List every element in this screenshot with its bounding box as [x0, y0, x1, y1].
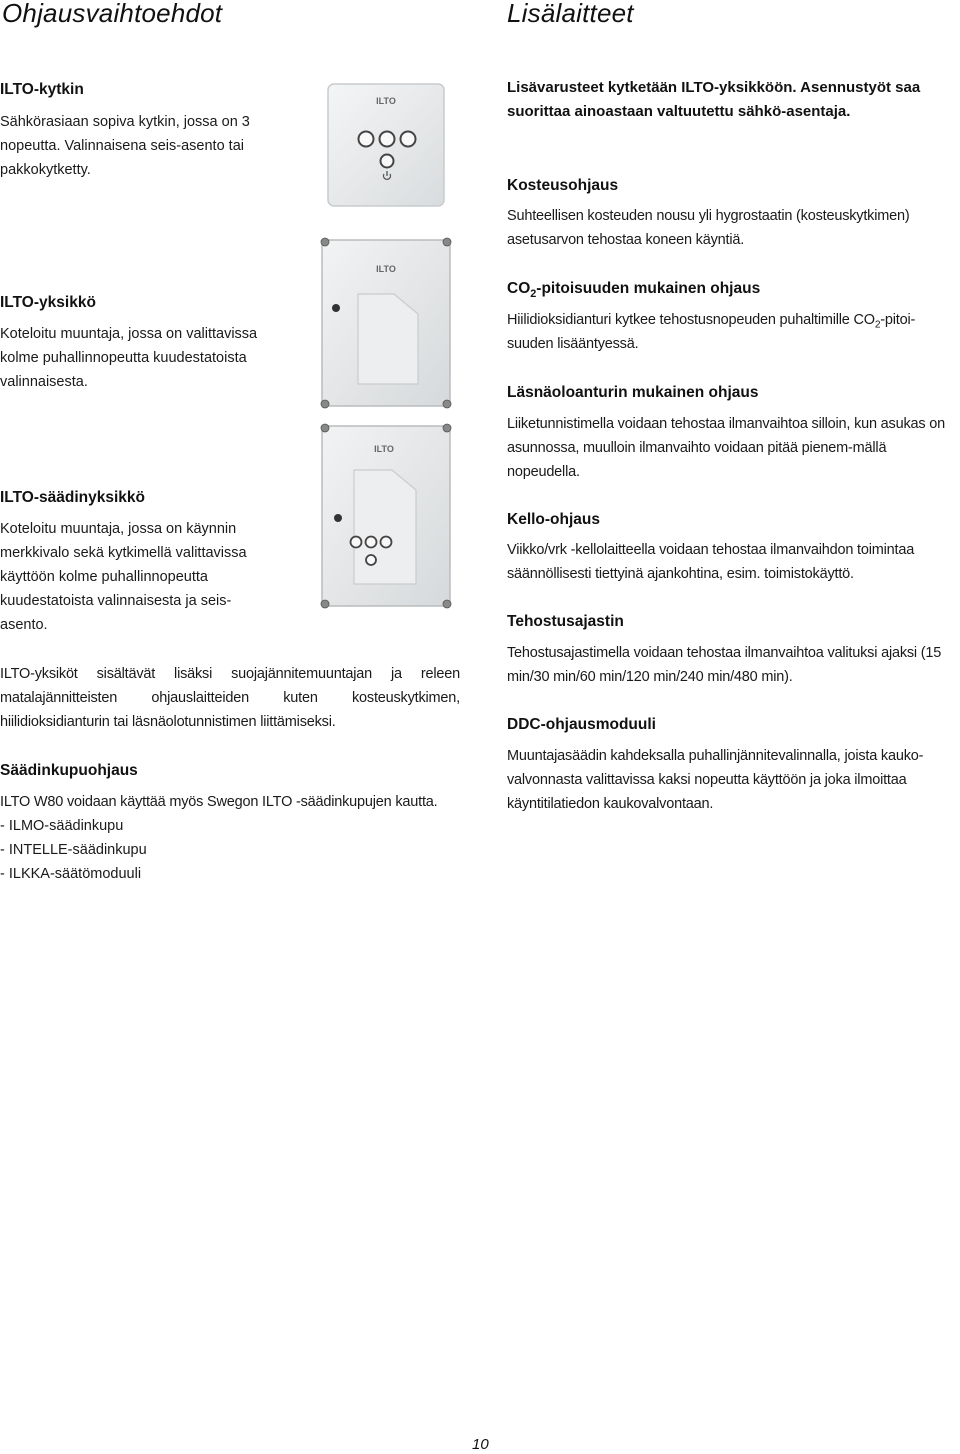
- page-number: 10: [472, 1436, 489, 1453]
- yksikko-text: Koteloitu muuntaja, jossa on valittavissa kolme puhallinnopeutta kuudestatoista valinnaisesta.: [0, 326, 258, 390]
- yksikko-heading: ILTO-yksikkö: [0, 294, 96, 311]
- saadinyksikko-heading: ILTO-säädinyksikkö: [0, 489, 146, 506]
- saadinyksikko-text: Koteloitu muuntaja, jossa on käynnin merkkivalo sekä kytkimellä valittavissa käyttöön kolme puhallinnopeutta kuudestatoista valinnaisesta ja seis-asento.: [0, 521, 247, 633]
- kytkin-text: Sähkörasiaan sopiva kytkin, jossa on 3 nopeutta. Valinnaisena seis-asento tai pakkokytketty.: [0, 114, 250, 178]
- saadinkupu-intro: ILTO W80 voidaan käyttää myös Swegon ILTO -säädinkupujen kautta.: [0, 794, 438, 810]
- speed-knob-3: [381, 537, 392, 548]
- section-title-accessories: Lisälaitteet: [507, 0, 634, 28]
- speed-knob-2: [366, 537, 377, 548]
- list-item: - INTELLE-säädinkupu: [0, 842, 147, 858]
- section-title-controls: Ohjausvaihtoehdot: [2, 0, 223, 28]
- co2-text: Hiilidioksidianturi kytkee tehostusnopeuden puhaltimille $CO_2-pitoi-$ suuden lisääntyessä.: [507, 312, 916, 352]
- speed-knob-1: [351, 537, 362, 548]
- kello-text: Viikko/vrk -kellolaitteella voidaan tehostaa ilmanvaihdon toimintaa säännöllisesti tiettyinä ajankohtina, esim. toimistokäyttö.: [507, 542, 915, 582]
- speed-knob-2: [380, 132, 395, 147]
- lasnaolo-heading: Läsnäoloanturin mukainen ohjaus: [507, 384, 759, 401]
- kytkin-heading: ILTO-kytkin: [0, 81, 84, 98]
- saadinkupu-heading: Säädinkupuohjaus: [0, 762, 138, 779]
- accessories-lead: Lisävarusteet kytketään ILTO-yksikköön. Asennustyöt saa suorittaa ainoastaan valtuutettu sähkö-asentaja.: [507, 79, 921, 120]
- brand-logo: ILTO: [374, 444, 394, 454]
- brand-logo: ILTO: [376, 264, 396, 274]
- list-item: - ILKKA-säätömoduuli: [0, 866, 142, 882]
- ddc-text: Muuntajasäädin kahdeksalla puhallinjännitevalinnalla, joista kauko-valvonnasta valittavissa kaksi nopeutta käyttöön ja joka ilmoittaa käyntitilatiedon kaukovalvontaan.: [507, 748, 924, 812]
- tehostus-heading: Tehostusajastin: [507, 613, 624, 630]
- co2-heading: $CO_2$-pitoisuuden mukainen ohjaus: [507, 280, 761, 300]
- lasnaolo-text: Liiketunnistimella voidaan tehostaa ilmanvaihtoa silloin, kun asukas on asunnossa, muulloin ilmanvaihto voidaan pitää pienem-mällä nopeudella.: [507, 416, 945, 480]
- speed-knob-1: [359, 132, 374, 147]
- kosteus-heading: Kosteusohjaus: [507, 177, 619, 194]
- list-item: - ILMO-säädinkupu: [0, 818, 124, 834]
- ilto-control-unit-image: [318, 418, 458, 618]
- ilto-unit-image: [318, 234, 458, 414]
- kello-heading: Kello-ohjaus: [507, 511, 601, 528]
- saadinkupu-list: [0, 814, 147, 886]
- ddc-heading: DDC-ohjausmoduuli: [507, 716, 656, 733]
- speed-knob-3: [401, 132, 416, 147]
- brand-logo: ILTO: [376, 96, 396, 106]
- indicator-light: [334, 514, 342, 522]
- off-knob: [366, 555, 376, 565]
- kosteus-text: Suhteellisen kosteuden nousu yli hygrostaatin (kosteuskytkimen) asetusarvon tehostaa koneen käyntiä.: [507, 208, 910, 248]
- units-note: ILTO-yksiköt sisältävät lisäksi suojajännitemuuntajan ja releen matalajännitteisten ohjauslaitteiden kuten kosteuskytkimen, hiilidioksidianturin tai läsnäolotunnistimen liittämiseksi.: [0, 666, 460, 730]
- indicator-light: [332, 304, 340, 312]
- ilto-switch-image: [326, 82, 448, 210]
- off-knob: [381, 155, 394, 168]
- tehostus-text: Tehostusajastimella voidaan tehostaa ilmanvaihtoa valituksi ajaksi (15 min/30 min/60 min/120 min/240 min/480 min).: [507, 645, 942, 685]
